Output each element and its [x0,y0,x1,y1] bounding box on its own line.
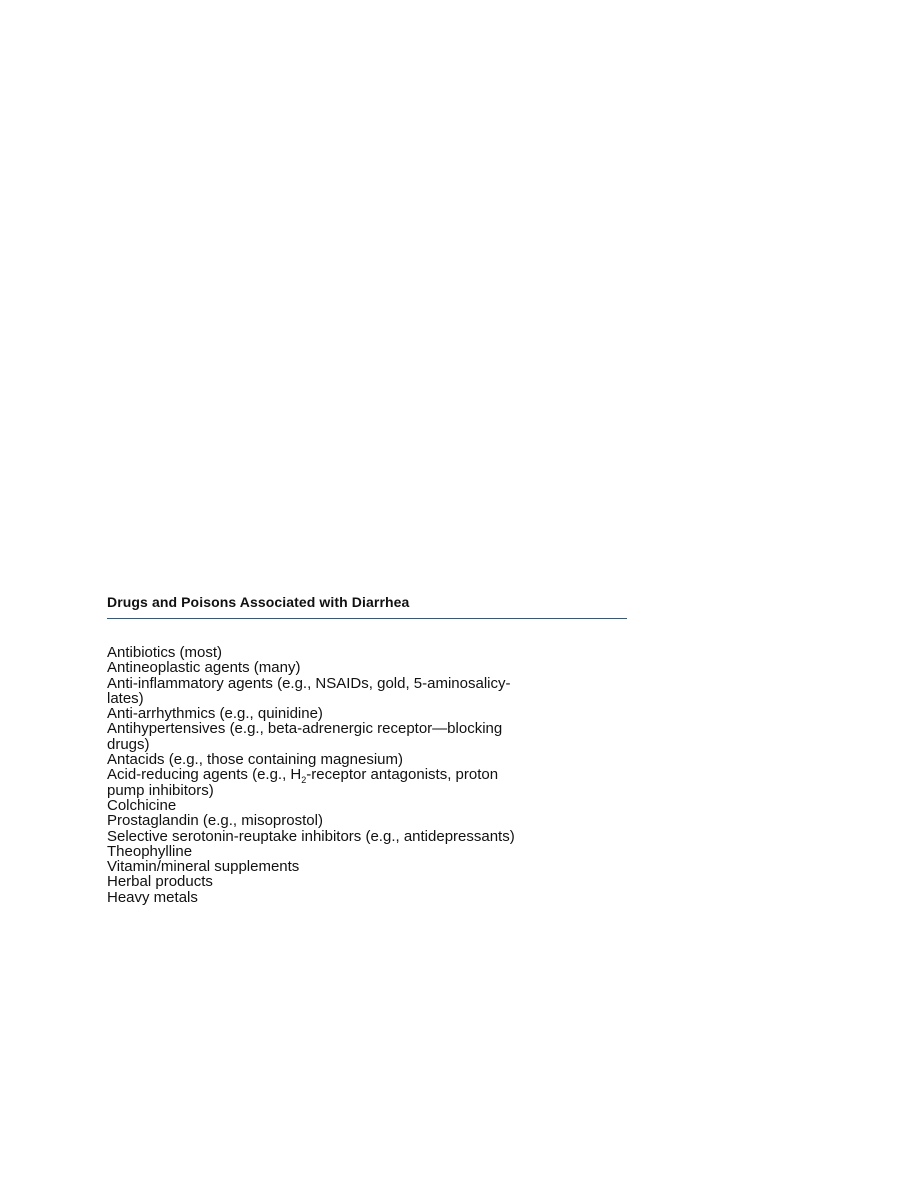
item-text: Vitamin/mineral supplements [107,858,300,876]
list-item [107,890,627,905]
item-text-continuation: lates) [107,689,144,707]
table-title: Drugs and Poisons Associated with Diarrhea [107,594,410,610]
list-item [107,752,627,767]
item-text: Herbal products [107,873,213,891]
list-item [107,767,627,798]
item-text: Antibiotics (most) [107,644,223,661]
item-text: Selective serotonin-reuptake inhibitors (e.g., antidepressants) [107,827,515,845]
item-text: Anti-arrhythmics (e.g., quinidine) [107,705,323,723]
list-item [107,706,627,721]
list-item [107,676,627,707]
list-item [107,813,627,828]
item-text-continuation: pump inhibitors) [107,781,214,799]
item-text: Heavy metals [107,888,198,906]
item-text-continuation: drugs) [107,735,150,753]
item-text: Antihypertensives (e.g., beta-adrenergic receptor—blocking [107,720,503,738]
item-text-post: -receptor antagonists, proton [306,766,499,784]
list-item [107,874,627,889]
drug-table [107,592,627,906]
item-text-pre: Acid-reducing agents (e.g., H [107,766,302,784]
list-item [107,844,627,859]
list-item [107,660,627,675]
item-text: Antacids (e.g., those containing magnesium) [107,751,403,769]
drug-list [107,645,627,905]
title-rule [107,618,627,619]
list-item [107,859,627,874]
item-subscript: 2 [301,775,307,786]
item-text: Antineoplastic agents (many) [107,659,301,677]
item-text: Colchicine [107,796,177,814]
list-item [107,798,627,813]
list-item [107,829,627,844]
list-item [107,721,627,752]
item-text: Prostaglandin (e.g., misoprostol) [107,812,323,830]
item-text: Theophylline [107,842,193,860]
list-item [107,645,627,660]
item-text: Anti-inflammatory agents (e.g., NSAIDs, gold, 5-aminosalicy- [107,674,511,692]
